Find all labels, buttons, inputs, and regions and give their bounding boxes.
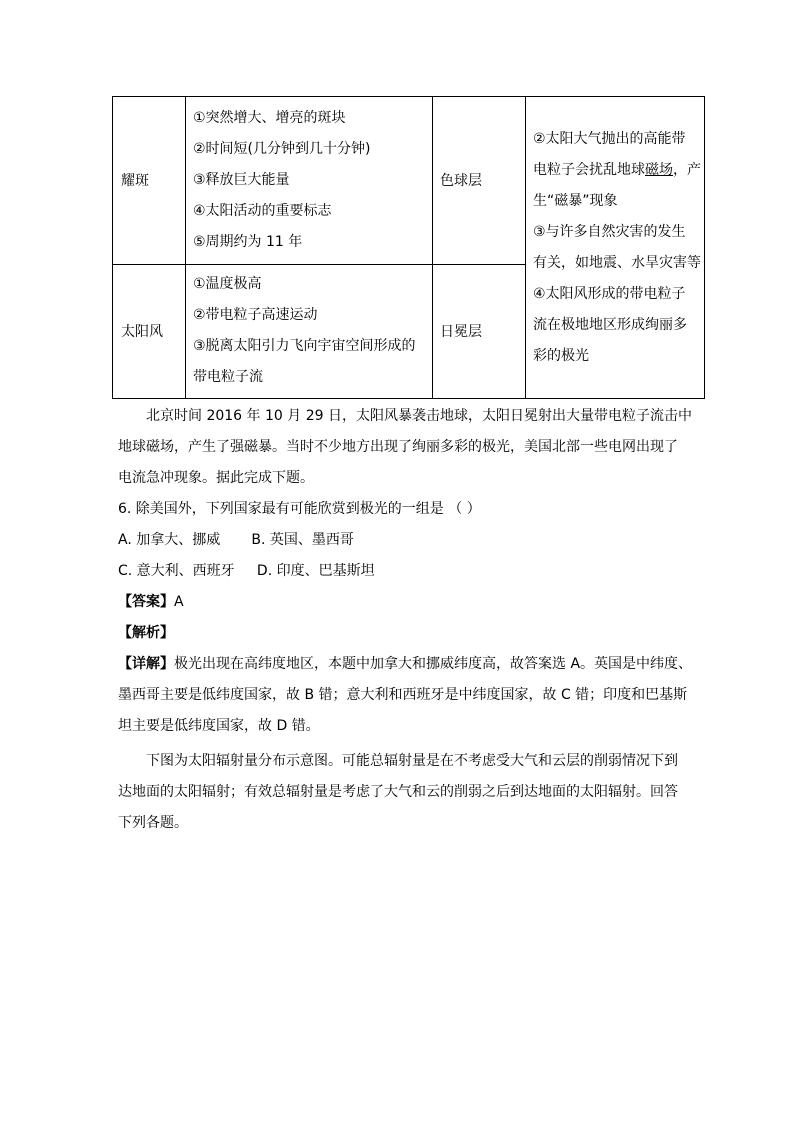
effects-cell (526, 97, 705, 399)
feature-line: ④太阳活动的重要标志 (193, 202, 332, 219)
answer-line (118, 587, 184, 618)
options-row-ab: A. 加拿大、挪威 B. 英国、墨西哥 (118, 532, 354, 548)
intro-line: 下图为太阳辐射量分布示意图。可能总辐射量是在不考虑受大气和云层的削弱情况下到 (146, 753, 678, 769)
features-cell (186, 264, 433, 398)
feature-line: 带电粒子流 (193, 369, 263, 386)
passage-line: 北京时间 2016 年 10 月 29 日，太阳风暴袭击地球，太阳日冕射出大量带电粒子流击中 (146, 408, 692, 424)
layer-cell: 日冕层 (433, 264, 526, 398)
effect-line: ②太阳大气抛出的高能带 (533, 130, 686, 147)
passage-line: 地球磁场，产生了强磁暴。当时不少地方出现了绚丽多彩的极光，美国北部一些电网出现了 (118, 439, 678, 455)
detail-label: 【详解】 (118, 656, 174, 672)
row-name-cell: 太阳风 (113, 264, 186, 398)
effect-line: 流在极地地区形成绚丽多 (533, 316, 687, 333)
underlined-term: 磁场 (645, 161, 673, 178)
passage-line: 电流急冲现象。据此完成下题。 (118, 470, 314, 486)
layer-cell: 色球层 (433, 97, 526, 265)
answer-label: 【答案】 (118, 594, 174, 610)
intro-line: 达地面的太阳辐射；有效总辐射量是考虑了大气和云的削弱之后到达地面的太阳辐射。回答 (118, 784, 678, 800)
effect-line: 电粒子会扰乱地球磁场，产 (533, 161, 701, 178)
row-name-cell: 耀斑 (113, 97, 186, 265)
solar-activity-table (112, 96, 705, 399)
feature-line: ②时间短(几分钟到几十分钟) (193, 140, 371, 157)
feature-line: ①温度极高 (193, 276, 262, 293)
effect-line: 彩的极光 (533, 347, 589, 364)
effect-line: ④太阳风形成的带电粒子 (533, 285, 686, 302)
detail-line: 墨西哥主要是低纬度国家，故 B 错；意大利和西班牙是中纬度国家，故 C 错；印度和巴基斯 (118, 687, 688, 703)
feature-line: ②带电粒子高速运动 (193, 307, 318, 324)
intro-line: 下列各题。 (118, 815, 188, 831)
feature-line: ③脱离太阳引力飞向宇宙空间形成的 (193, 338, 416, 355)
feature-line: ③释放巨大能量 (193, 171, 290, 188)
feature-line: ⑤周期约为 11 年 (193, 233, 303, 250)
table-row (113, 97, 705, 265)
features-cell (186, 97, 433, 265)
effect-line: 生“磁暴”现象 (533, 192, 618, 209)
feature-line: ①突然增大、增亮的斑块 (193, 109, 346, 126)
detail-line: 【详解】极光出现在高纬度地区，本题中加拿大和挪威纬度高，故答案选 A。英国是中纬度、 (118, 656, 693, 672)
options-row-cd: C. 意大利、西班牙 D. 印度、巴基斯坦 (118, 563, 375, 579)
detail-line: 坦主要是低纬度国家，故 D 错。 (118, 718, 320, 734)
answer-value: A (174, 594, 184, 610)
effect-line: ③与许多自然灾害的发生 (533, 223, 686, 240)
question-stem: 6. 除美国外，下列国家最有可能欣赏到极光的一组是 （ ） (118, 501, 481, 517)
effect-line: 有关，如地震、水旱灾害等 (533, 254, 701, 271)
analysis-label: 【解析】 (118, 625, 174, 641)
